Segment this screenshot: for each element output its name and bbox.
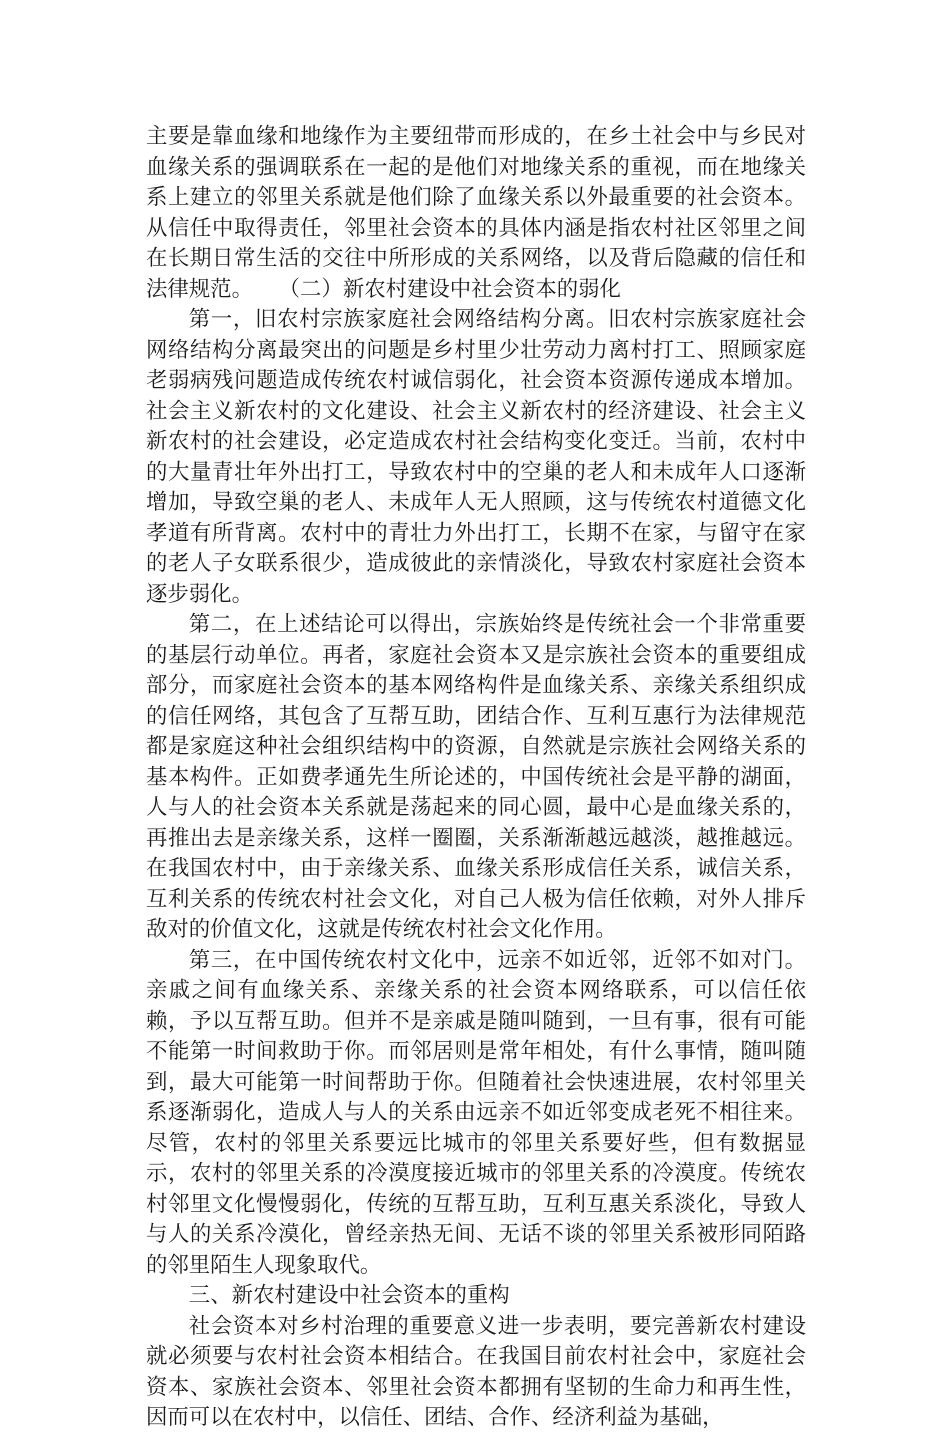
document-body bbox=[146, 122, 806, 1434]
paragraph-second: 第二，在上述结论可以得出，宗族始终是传统社会一个非常重要的基层行动单位。再者，家庭社会资本又是宗族社会资本的重要组成部分，而家庭社会资本的基本网络构件是血缘关系、亲缘关系组织成的信任网络，其包含了互帮互助，团结合作、互利互惠行为法律规范都是家庭这种社会组织结构中的资源，自然就是宗族社会网络关系的基本构件。正如费孝通先生所论述的，中国传统社会是平静的湖面，人与人的社会资本关系就是荡起来的同心圆，最中心是血缘关系的，再推出去是亲缘关系，这样一圈圈，关系渐渐越远越淡，越推越远。在我国农村中，由于亲缘关系、血缘关系形成信任关系，诚信关系，互利关系的传统农村社会文化，对自己人极为信任依赖，对外人排斥敌对的价值文化，这就是传统农村社会文化作用。 bbox=[146, 612, 806, 942]
paragraph-continuation bbox=[146, 122, 806, 305]
section-heading-2: （二）新农村建设中社会资本的弱化 bbox=[289, 276, 621, 302]
paragraph-third: 第三，在中国传统农村文化中，远亲不如近邻，近邻不如对门。亲戚之间有血缘关系、亲缘关系的社会资本网络联系，可以信任依赖，予以互帮互助。但并不是亲戚是随叫随到，一旦有事，很有可能不能第一时间救助于你。而邻居则是常年相处，有什么事情，随叫随到，最大可能第一时间帮助于你。但随着社会快速进展，农村邻里关系逐渐弱化，造成人与人的关系由远亲不如近邻变成老死不相往来。尽管，农村的邻里关系要远比城市的邻里关系要好些，但有数据显示，农村的邻里关系的冷漠度接近城市的邻里关系的冷漠度。传统农村邻里文化慢慢弱化，传统的互帮互助，互利互惠关系淡化，导致人与人的关系冷漠化，曾经亲热无间、无话不谈的邻里关系被形同陌路的邻里陌生人现象取代。 bbox=[146, 947, 806, 1278]
paragraph-text: 主要是靠血缘和地缘作为主要纽带而形成的，在乡土社会中与乡民对血缘关系的强调联系在一起的是他们对地缘关系的重视，而在地缘关系上建立的邻里关系就是他们除了血缘关系以外最重要的社会资本。从信任中取得责任，邻里社会资本的具体内涵是指农村社区邻里之间在长期日常生活的交往中所形成的关系网络，以及背后隐藏的信任和法律规范。 bbox=[146, 124, 806, 302]
section-heading-3: 三、新农村建设中社会资本的重构 bbox=[188, 1283, 510, 1308]
paragraph-first: 第一，旧农村宗族家庭社会网络结构分离。旧农村宗族家庭社会网络结构分离最突出的问题是乡村里少壮劳动力离村打工、照顾家庭老弱病残问题造成传统农村诚信弱化，社会资本资源传递成本增加。社会主义新农村的文化建设、社会主义新农村的经济建设、社会主义新农村的社会建设，必定造成农村社会结构变化变迁。当前，农村中的大量青壮年外出打工，导致农村中的空巢的老人和未成年人口逐渐增加，导致空巢的老人、未成年人无人照顾，这与传统农村道德文化孝道有所背离。农村中的青壮力外出打工，长期不在家，与留守在家的老人子女联系很少，造成彼此的亲情淡化，导致农村家庭社会资本逐步弱化。 bbox=[146, 307, 806, 607]
paragraph-reconstruction: 社会资本对乡村治理的重要意义进一步表明，要完善新农村建设就必须要与农村社会资本相结合。在我国目前农村社会中，家庭社会资本、家族社会资本、邻里社会资本都拥有坚韧的生命力和再生性，因而可以在农村中，以信任、团结、合作、经济利益为基础， bbox=[146, 1313, 806, 1430]
